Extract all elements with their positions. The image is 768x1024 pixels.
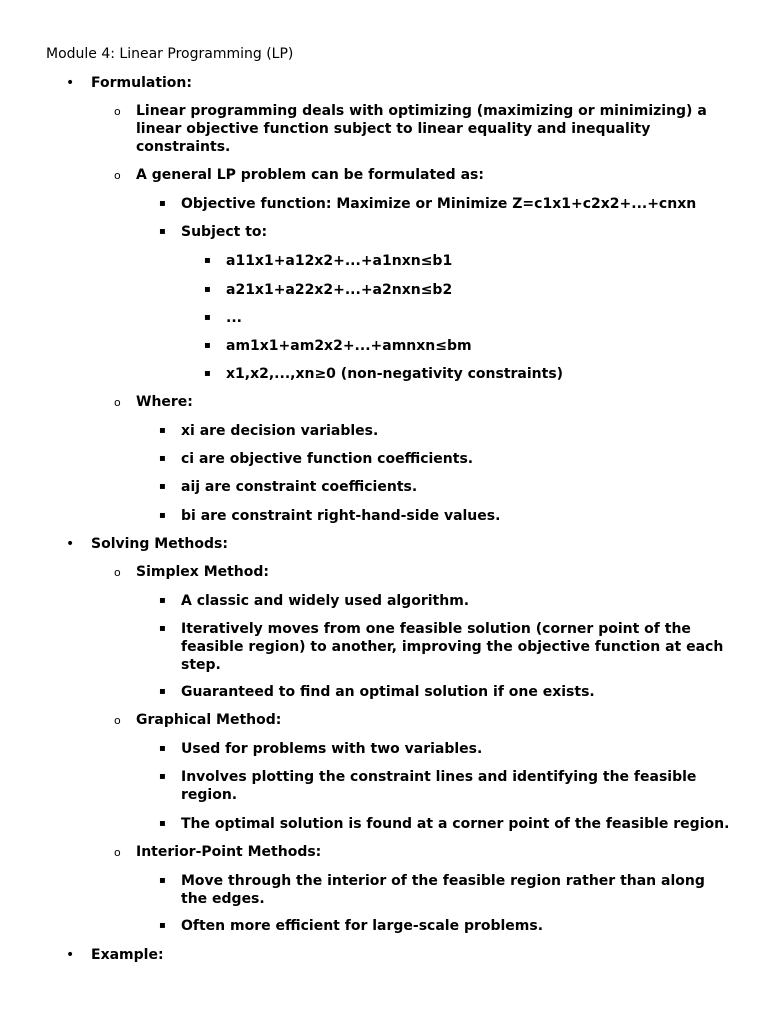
- bullet-level2: o: [114, 169, 121, 182]
- constraint-item: a21x1+a22x2+...+a2nxn≤b2: [226, 282, 453, 298]
- list-item: Used for problems with two variables.: [181, 741, 483, 757]
- constraint-item: ...: [226, 310, 242, 326]
- bullet-level1: •: [66, 536, 75, 552]
- list-item: A classic and widely used algorithm.: [181, 593, 470, 609]
- bullet-level4: ▪: [204, 340, 211, 351]
- method-label-graphical: Graphical Method:: [136, 712, 282, 728]
- list-item: bi are constraint right-hand-side values.: [181, 508, 501, 524]
- list-item: ci are objective function coefficients.: [181, 451, 474, 467]
- bullet-level4: ▪: [204, 284, 211, 295]
- list-item: Linear programming deals with optimizing (maximizing or minimizing) a linear objective function subject to linear equality and inequality constraints.: [136, 103, 707, 155]
- bullet-level3: ▪: [159, 453, 166, 464]
- bullet-level4: ▪: [204, 368, 211, 379]
- bullet-level4: ▪: [204, 312, 211, 323]
- section-heading-formulation: Formulation:: [91, 75, 192, 91]
- bullet-level3: ▪: [159, 226, 166, 237]
- bullet-level3: ▪: [159, 920, 166, 931]
- bullet-level2: o: [114, 396, 121, 409]
- objective-function: Objective function: Maximize or Minimize Z=c1x1+c2x2+...+cnxn: [181, 196, 697, 212]
- section-heading-example: Example:: [91, 947, 164, 963]
- bullet-level2: o: [114, 566, 121, 579]
- bullet-level3: ▪: [159, 481, 166, 492]
- bullet-level3: ▪: [159, 623, 166, 634]
- list-item: The optimal solution is found at a corner point of the feasible region.: [181, 816, 730, 832]
- list-item: Often more efficient for large-scale problems.: [181, 918, 544, 934]
- list-item: A general LP problem can be formulated as:: [136, 167, 484, 183]
- subject-to-label: Subject to:: [181, 224, 268, 240]
- bullet-level3: ▪: [159, 198, 166, 209]
- bullet-level3: ▪: [159, 818, 166, 829]
- bullet-level2: o: [114, 714, 121, 727]
- constraint-item: am1x1+am2x2+...+amnxn≤bm: [226, 338, 472, 354]
- bullet-level3: ▪: [159, 686, 166, 697]
- method-label-interior-point: Interior-Point Methods:: [136, 844, 322, 860]
- bullet-level3: ▪: [159, 595, 166, 606]
- page-title: Module 4: Linear Programming (LP): [46, 46, 294, 62]
- bullet-level3: ▪: [159, 875, 166, 886]
- constraint-item: a11x1+a12x2+...+a1nxn≤b1: [226, 253, 453, 269]
- bullet-level1: •: [66, 75, 75, 91]
- bullet-level1: •: [66, 947, 75, 963]
- list-item: aij are constraint coefficients.: [181, 479, 418, 495]
- list-item: xi are decision variables.: [181, 423, 379, 439]
- bullet-level2: o: [114, 846, 121, 859]
- bullet-level3: ▪: [159, 510, 166, 521]
- list-item: Move through the interior of the feasible region rather than along the edges.: [181, 873, 705, 907]
- bullet-level3: ▪: [159, 771, 166, 782]
- bullet-level3: ▪: [159, 743, 166, 754]
- list-item: Involves plotting the constraint lines and identifying the feasible region.: [181, 769, 697, 803]
- where-label: Where:: [136, 394, 193, 410]
- list-item: Guaranteed to find an optimal solution if one exists.: [181, 684, 595, 700]
- method-label-simplex: Simplex Method:: [136, 564, 270, 580]
- section-heading-solving-methods: Solving Methods:: [91, 536, 228, 552]
- bullet-level2: o: [114, 105, 121, 118]
- constraint-item: x1,x2,...,xn≥0 (non-negativity constraints): [226, 366, 564, 382]
- list-item: Iteratively moves from one feasible solution (corner point of the feasible region) to another, improving the objective function at each step.: [181, 621, 724, 673]
- bullet-level4: ▪: [204, 255, 211, 266]
- bullet-level3: ▪: [159, 425, 166, 436]
